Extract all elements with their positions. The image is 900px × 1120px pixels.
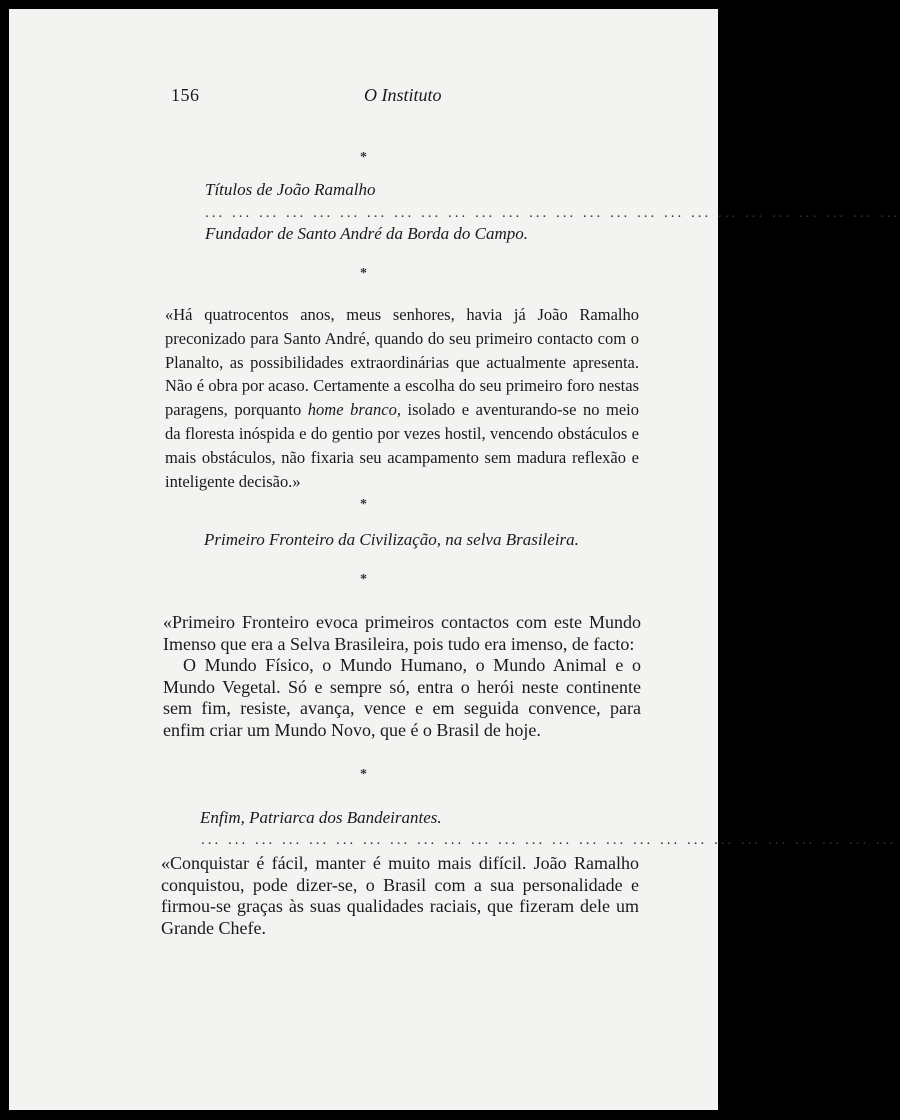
quote-paragraph-conquistar <box>161 853 639 939</box>
paragraph-text: «Conquistar é fácil, manter é muito mais difícil. João Ramalho conquistou, pode dizer-se, o Brasil com a sua personalidade e firmou-se graças às suas qualidades raciais, que fizeram dele um Grande Chefe. <box>161 853 639 938</box>
section-heading-titulos: Títulos de João Ramalho <box>205 180 376 199</box>
ellipsis-line: ... ... ... ... ... ... ... ... ... ... ... ... ... ... ... ... ... ... ... ... ... ... ... ... ... ... <box>201 832 897 848</box>
page-number: 156 <box>171 85 200 105</box>
separator-asterisk: * <box>360 150 367 165</box>
paragraph-text: O Mundo Físico, o Mundo Humano, o Mundo Animal e o Mundo Vegetal. Só e sempre só, entra o herói neste continente sem fim, resiste, avança, vence e em seguida convence, para enfim criar um Mundo Novo, que é o Brasil de hoje. <box>163 655 641 740</box>
book-page <box>9 9 900 1110</box>
quote-paragraph-santo-andre <box>165 303 639 493</box>
section-heading-patriarca: Enfim, Patriarca dos Bandeirantes. <box>200 808 442 827</box>
quote-paragraph-fronteiro <box>163 612 641 742</box>
paragraph-italic-text: home branco, <box>307 400 401 420</box>
separator-asterisk: * <box>360 767 367 782</box>
ellipsis-line: ... ... ... ... ... ... ... ... ... ... ... ... ... ... ... ... ... ... ... ... ... ... ... ... ... ... <box>205 205 900 221</box>
page-header <box>9 85 718 109</box>
section-heading-fronteiro: Primeiro Fronteiro da Civilização, na selva Brasileira. <box>204 530 579 549</box>
separator-asterisk: * <box>360 266 367 281</box>
separator-asterisk: * <box>360 572 367 587</box>
running-title: O Instituto <box>364 85 442 105</box>
paragraph-text: «Há quatrocentos anos, meus senhores, havia já João Ramalho preconizado para Santo André, quando do seu primeiro contacto com o Planalto, as possibilidades extraordinárias que actualmente apresenta. Não é obra por acaso. Certamente a escolha do seu primeiro foro nestas paragens, porquanto <box>165 305 639 420</box>
paragraph-text: isolado e aventurando-se no meio da floresta inóspida e do gentio por vezes hostil, vencendo obstáculos e mais obstáculos, não fixaria seu acampamento sem madura reflexão e inteligente decisão.» <box>165 400 640 491</box>
section-subheading-fundador: Fundador de Santo André da Borda do Campo. <box>205 224 528 243</box>
separator-asterisk: * <box>360 497 367 512</box>
paragraph-text: «Primeiro Fronteiro evoca primeiros contactos com este Mundo Imenso que era a Selva Brasileira, pois tudo era imenso, de facto: <box>163 612 641 654</box>
